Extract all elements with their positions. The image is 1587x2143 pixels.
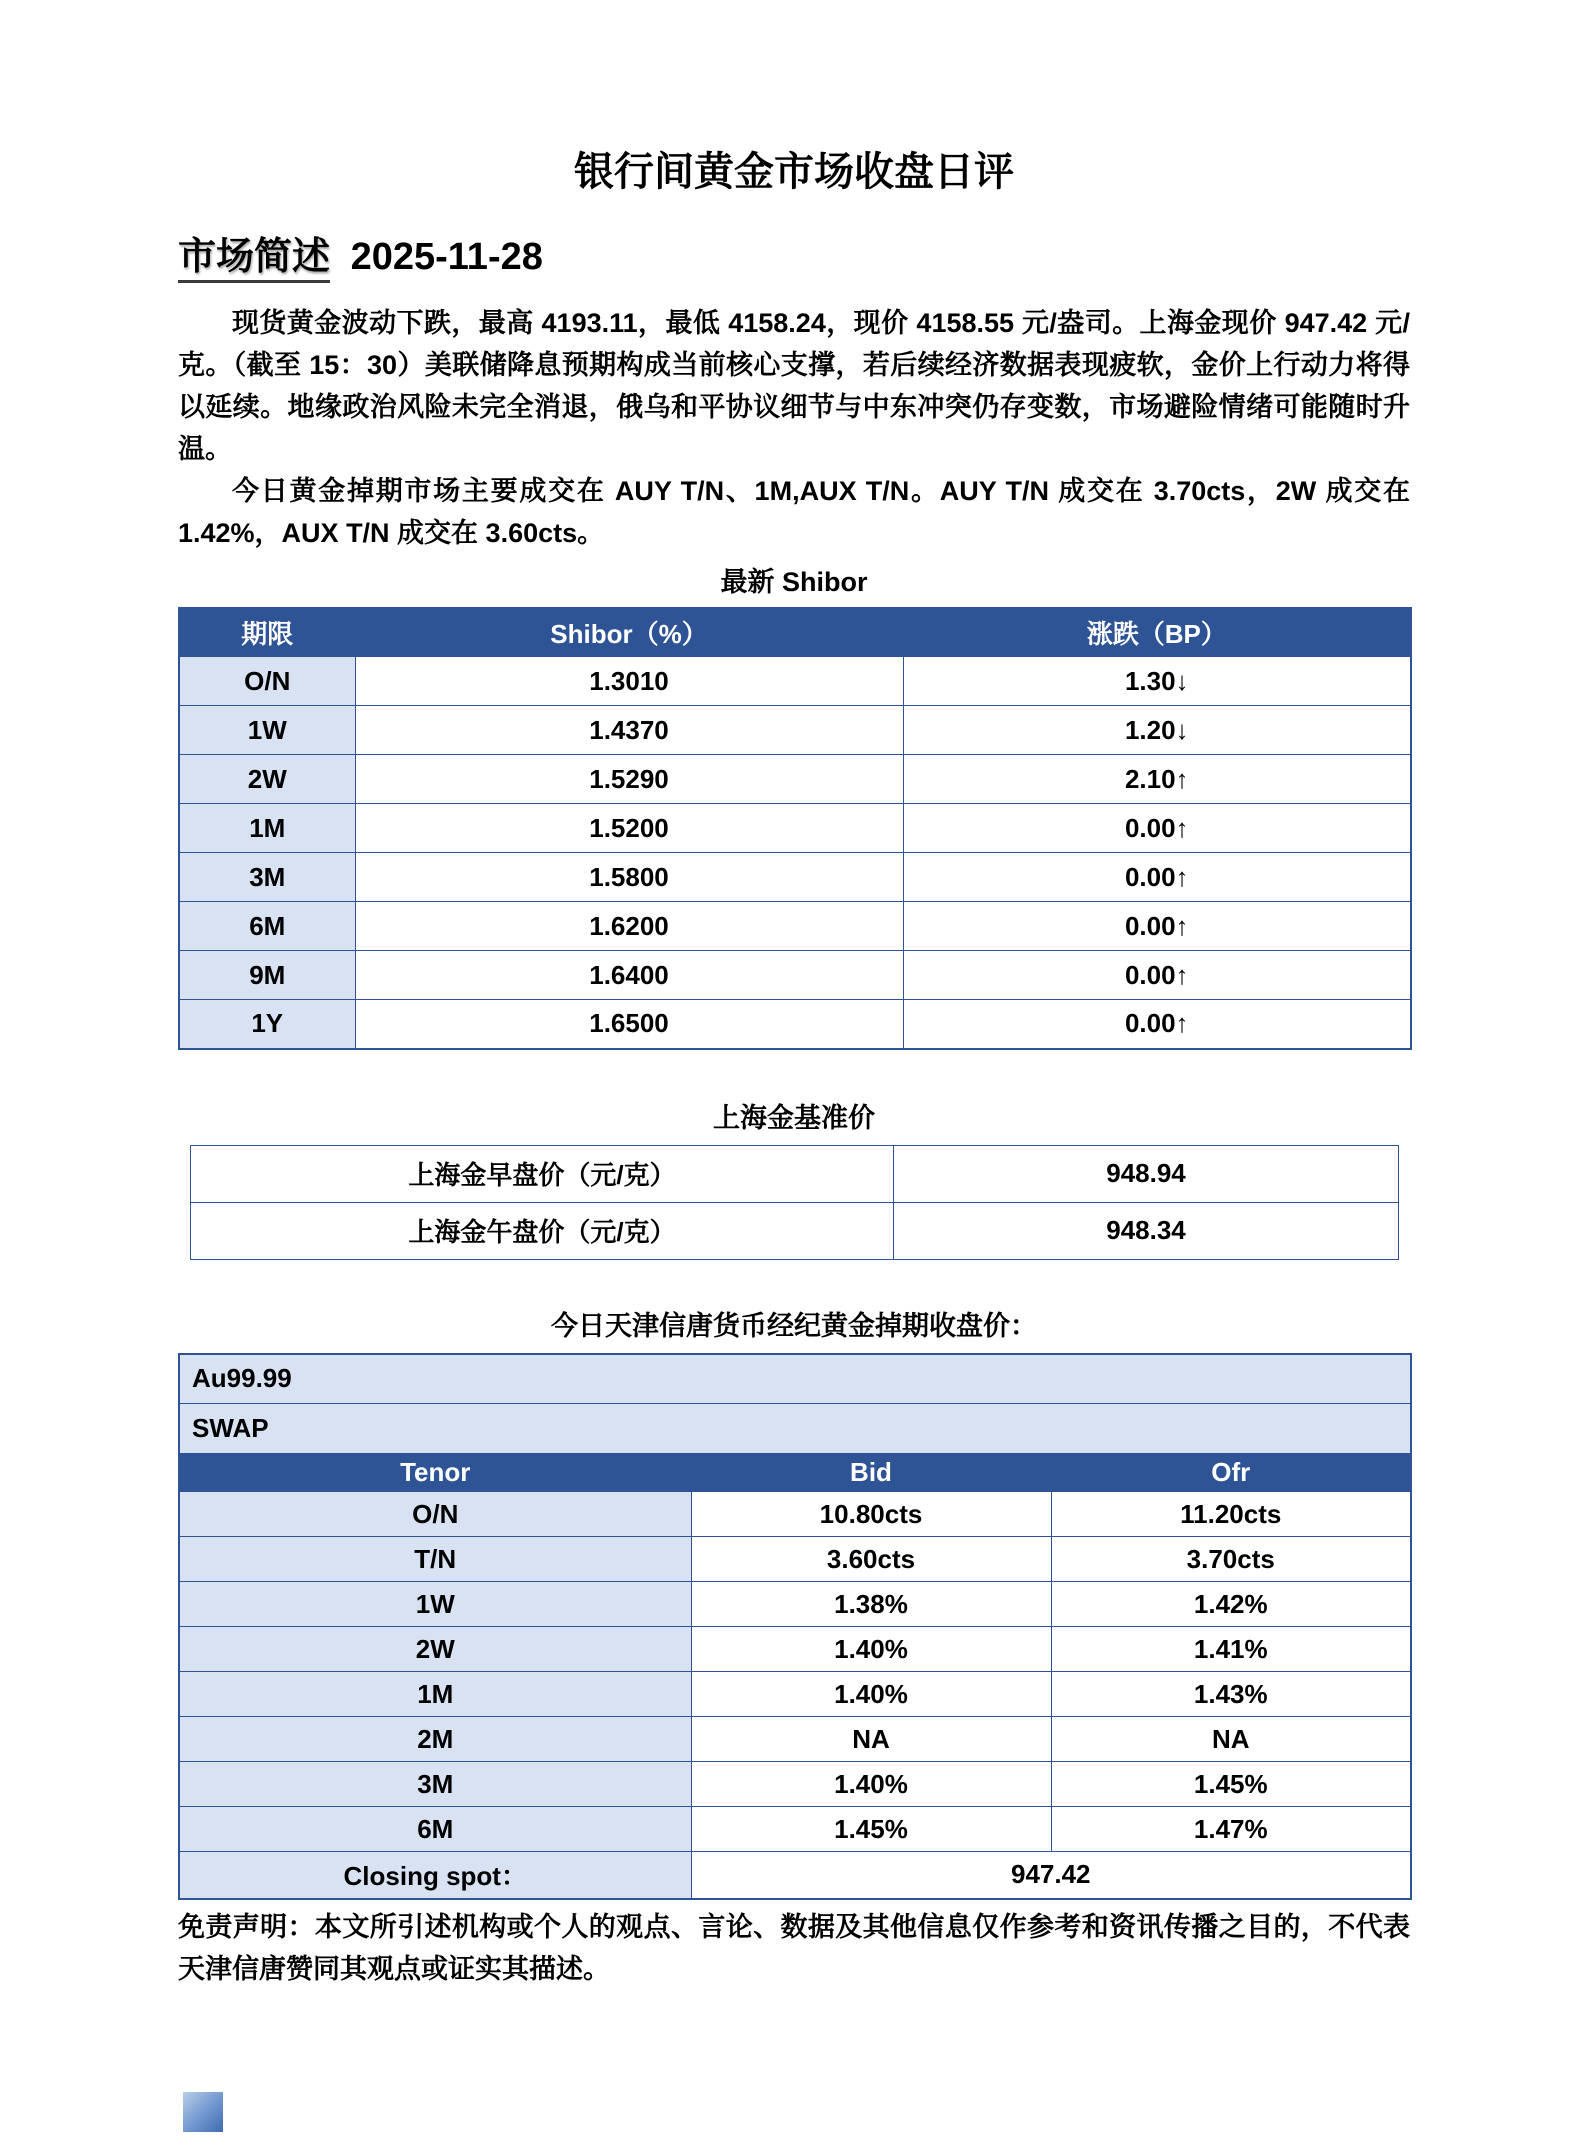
table-cell: 9M [179, 951, 355, 1000]
table-row [179, 1807, 1411, 1852]
table-row [191, 1202, 1399, 1259]
table-row [179, 902, 1411, 951]
table-cell: 1.5200 [355, 804, 903, 853]
table-cell: 1.6400 [355, 951, 903, 1000]
table-cell: 0.00↑ [903, 902, 1411, 951]
table-cell: 1.6200 [355, 902, 903, 951]
shibor-table [178, 607, 1412, 1050]
swap-table-body [179, 1492, 1411, 1852]
report-date: 2025-11-28 [350, 236, 543, 278]
table-cell: 2W [179, 755, 355, 804]
table-cell: 1W [179, 1582, 691, 1627]
table-cell: 1.38% [691, 1582, 1051, 1627]
table-cell: 3M [179, 853, 355, 902]
table-row [179, 951, 1411, 1000]
table-cell: O/N [179, 1492, 691, 1537]
benchmark-table-body [191, 1145, 1399, 1259]
table-cell: O/N [179, 657, 355, 706]
table-cell: 3.70cts [1051, 1537, 1411, 1582]
table-cell: 上海金午盘价（元/克） [191, 1202, 894, 1259]
swap-product-row [179, 1354, 1411, 1404]
column-header: 涨跌（BP） [903, 608, 1411, 657]
table-row [179, 1537, 1411, 1582]
table-cell: 1.5800 [355, 853, 903, 902]
table-cell: 1.43% [1051, 1672, 1411, 1717]
table-cell: 1.30↓ [903, 657, 1411, 706]
section-header-row [178, 234, 1410, 282]
table-cell: 2.10↑ [903, 755, 1411, 804]
table-cell: 3M [179, 1762, 691, 1807]
table-row [179, 804, 1411, 853]
table-row [179, 1672, 1411, 1717]
table-row [179, 853, 1411, 902]
table-cell: 1.40% [691, 1762, 1051, 1807]
benchmark-table-caption: 上海金基准价 [713, 1102, 875, 1133]
column-header: 期限 [179, 608, 355, 657]
table-cell: 1.40% [691, 1672, 1051, 1717]
table-cell: 1M [179, 804, 355, 853]
table-row [179, 1717, 1411, 1762]
column-header: Ofr [1051, 1454, 1411, 1492]
swap-market-paragraph: 今日黄金掉期市场主要成交在 AUY T/N、1M,AUX T/N。AUY T/N 成交在 3.70cts，2W 成交在 1.42%，AUX T/N 成交在 3.60cts。 [178, 475, 1410, 548]
table-cell: 1.45% [1051, 1762, 1411, 1807]
table-cell: 1.3010 [355, 657, 903, 706]
table-cell: 上海金早盘价（元/克） [191, 1145, 894, 1202]
shibor-table-body [179, 657, 1411, 1049]
shibor-table-caption: 最新 Shibor [720, 566, 868, 597]
closing-spot-label: Closing spot： [179, 1852, 691, 1899]
column-header: Shibor（%） [355, 608, 903, 657]
closing-spot-row [179, 1852, 1411, 1899]
table-cell: 1.20↓ [903, 706, 1411, 755]
column-header: Tenor [179, 1454, 691, 1492]
table-cell: NA [691, 1717, 1051, 1762]
table-cell: 1.40% [691, 1627, 1051, 1672]
table-cell: T/N [179, 1537, 691, 1582]
table-cell: 1.42% [1051, 1582, 1411, 1627]
table-row [179, 706, 1411, 755]
table-cell: 1.4370 [355, 706, 903, 755]
swap-table-caption: 今日天津信唐货币经纪黄金掉期收盘价： [551, 1310, 1037, 1341]
table-cell: 11.20cts [1051, 1492, 1411, 1537]
table-row [179, 1492, 1411, 1537]
swap-header-row [179, 1454, 1411, 1492]
table-cell: 1.6500 [355, 1000, 903, 1049]
column-header: Bid [691, 1454, 1051, 1492]
swap-type-row [179, 1404, 1411, 1454]
table-row [191, 1145, 1399, 1202]
table-cell: 0.00↑ [903, 853, 1411, 902]
table-row [179, 1762, 1411, 1807]
market-summary-paragraph: 现货黄金波动下跌，最高 4193.11，最低 4158.24，现价 4158.55 元/盎司。上海金现价 947.42 元/克。（截至 15：30）美联储降息预期构成当前核心支撑，若后续经济数据表现疲软，金价上行动力将得以延续。地缘政治风险未完全消退，俄乌和平协议细节与中东冲突仍存变数，市场避险情绪可能随时升温。 [178, 307, 1410, 464]
table-cell: 0.00↑ [903, 1000, 1411, 1049]
swap-type-label: SWAP [179, 1404, 1411, 1454]
table-cell: 0.00↑ [903, 804, 1411, 853]
benchmark-table [190, 1145, 1399, 1260]
table-cell: 948.94 [894, 1145, 1399, 1202]
table-cell: 1.41% [1051, 1627, 1411, 1672]
table-row [179, 1627, 1411, 1672]
closing-spot-value: 947.42 [691, 1852, 1411, 1899]
table-cell: NA [1051, 1717, 1411, 1762]
table-cell: 1.5290 [355, 755, 903, 804]
table-cell: 2W [179, 1627, 691, 1672]
footer-logo-square [183, 2092, 223, 2132]
table-cell: 1.45% [691, 1807, 1051, 1852]
shibor-table-head [179, 608, 1411, 657]
table-cell: 948.34 [894, 1202, 1399, 1259]
table-cell: 1W [179, 706, 355, 755]
document-content [178, 0, 1410, 1990]
table-cell: 6M [179, 902, 355, 951]
table-cell: 1M [179, 1672, 691, 1717]
table-row [179, 1582, 1411, 1627]
shibor-header-row [179, 608, 1411, 657]
table-row [179, 1000, 1411, 1049]
table-cell: 1Y [179, 1000, 355, 1049]
table-cell: 2M [179, 1717, 691, 1762]
page-title: 银行间黄金市场收盘日评 [574, 150, 1014, 194]
table-cell: 1.47% [1051, 1807, 1411, 1852]
swap-table [178, 1353, 1412, 1900]
table-cell: 3.60cts [691, 1537, 1051, 1582]
disclaimer-text: 免责声明：本文所引述机构或个人的观点、言论、数据及其他信息仅作参考和资讯传播之目的，不代表天津信唐赞同其观点或证实其描述。 [178, 1911, 1410, 1984]
table-cell: 10.80cts [691, 1492, 1051, 1537]
table-row [179, 755, 1411, 804]
swap-product-label: Au99.99 [179, 1354, 1411, 1404]
table-row [179, 657, 1411, 706]
table-cell: 6M [179, 1807, 691, 1852]
section-heading: 市场简述 [178, 236, 330, 283]
table-cell: 0.00↑ [903, 951, 1411, 1000]
